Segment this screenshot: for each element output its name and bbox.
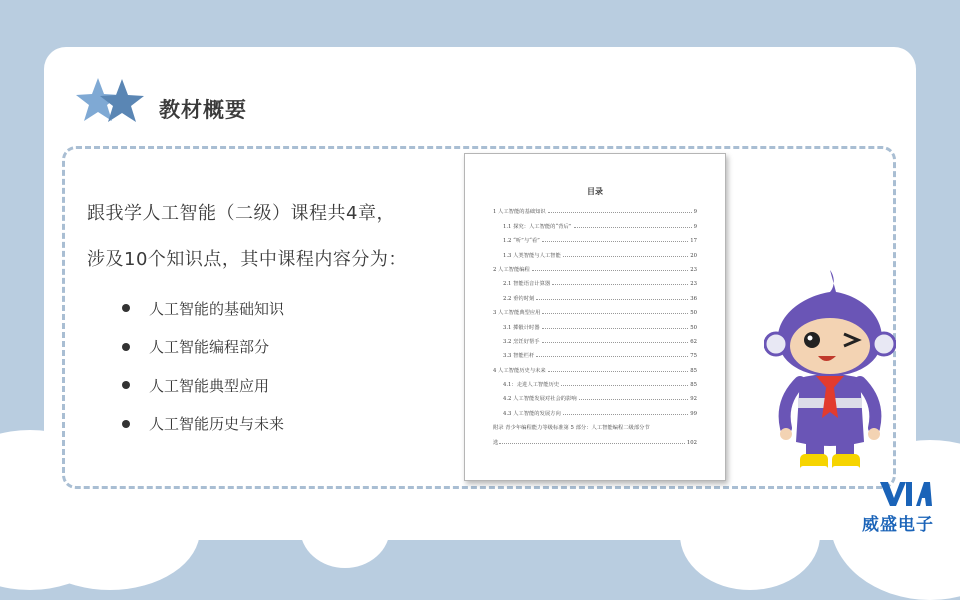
toc-entry: 3 人工智能典型应用 <box>493 310 541 317</box>
toc-row <box>493 345 697 359</box>
toc-row <box>493 316 697 330</box>
toc-entry: 4.1：走进人工智能历史 <box>503 382 560 389</box>
topic-item <box>122 366 284 405</box>
toc-appendix-row <box>493 431 697 445</box>
toc-page: 50 <box>690 310 697 317</box>
toc-row <box>493 201 697 215</box>
toc-title: 目录 <box>587 186 603 196</box>
toc-row <box>493 215 697 229</box>
toc-row <box>493 287 697 301</box>
toc-entry: 3.2 烹饪好帮手 <box>503 338 540 345</box>
topic-label: 人工智能编程部分 <box>149 338 270 357</box>
star-icon <box>76 76 146 130</box>
toc-entry: 2.2 垂钓时刻 <box>503 295 535 302</box>
topic-label: 人工智能的基础知识 <box>149 299 285 318</box>
intro-line-1: 跟我学人工智能（二级）课程共4章， <box>87 203 395 224</box>
toc-page: 75 <box>690 353 697 360</box>
toc-page: 85 <box>690 367 697 374</box>
toc-entry: 2.1 智能语音计算器 <box>503 281 551 288</box>
toc-row <box>493 359 697 373</box>
toc-entry: 1.3 人类智能与人工智能 <box>503 252 561 259</box>
toc-page: 20 <box>690 252 697 259</box>
toc-entry: 3.3 智能栏杆 <box>503 353 535 360</box>
toc-appendix-row <box>493 417 697 431</box>
toc-row <box>493 388 697 402</box>
toc-appendix-text: 选 <box>493 439 499 446</box>
toc-entry: 1.1 探究：人工智能的“背后” <box>503 223 572 230</box>
bullet-icon <box>122 420 130 428</box>
topic-item <box>122 405 284 444</box>
table-of-contents-image <box>464 153 726 481</box>
toc-entry: 2 人工智能编程 <box>493 266 530 273</box>
toc-page: 17 <box>690 238 697 245</box>
toc-appendix-text: 附录 青少年编程能力等级标准第 5 部分：人工智能编程二级部分节 <box>493 425 650 432</box>
bullet-icon <box>122 343 130 351</box>
toc-page: 9 <box>693 209 697 216</box>
page-title: 教材概要 <box>159 98 247 122</box>
toc-row <box>493 402 697 416</box>
toc-entry: 4 人工智能历史与未来 <box>493 367 546 374</box>
toc-page: 36 <box>690 295 697 302</box>
toc-list <box>493 201 697 446</box>
bullet-icon <box>122 381 130 389</box>
toc-row <box>493 244 697 258</box>
toc-row <box>493 273 697 287</box>
topic-item <box>122 328 284 367</box>
topic-item <box>122 289 284 328</box>
toc-page: 23 <box>690 281 697 288</box>
toc-page: 23 <box>690 266 697 273</box>
topic-list <box>122 289 284 443</box>
toc-entry: 1.2 “听”与“看” <box>503 238 540 245</box>
toc-entry: 4.3 人工智能的发展方向 <box>503 410 561 417</box>
toc-page: 92 <box>690 396 697 403</box>
toc-row <box>493 230 697 244</box>
toc-page: 62 <box>690 338 697 345</box>
company-logo-text: 威盛电子 <box>862 515 934 535</box>
toc-entry: 3.1 掷骰计时器 <box>503 324 540 331</box>
toc-page: 99 <box>690 410 697 417</box>
topic-label: 人工智能历史与未来 <box>149 415 285 434</box>
toc-entry: 1 人工智能的基础知识 <box>493 209 546 216</box>
toc-page: 102 <box>686 439 697 446</box>
company-logo-icon <box>880 482 932 506</box>
toc-row <box>493 302 697 316</box>
topic-label: 人工智能典型应用 <box>149 376 270 395</box>
toc-row <box>493 259 697 273</box>
mascot-illustration <box>764 266 896 478</box>
toc-row <box>493 331 697 345</box>
toc-entry: 4.2 人工智能发展对社会的影响 <box>503 396 577 403</box>
toc-page: 9 <box>693 223 697 230</box>
toc-page: 50 <box>690 324 697 331</box>
toc-row <box>493 374 697 388</box>
bullet-icon <box>122 304 130 312</box>
intro-line-2: 涉及10个知识点，其中课程内容分为： <box>87 249 407 270</box>
toc-page: 85 <box>690 382 697 389</box>
